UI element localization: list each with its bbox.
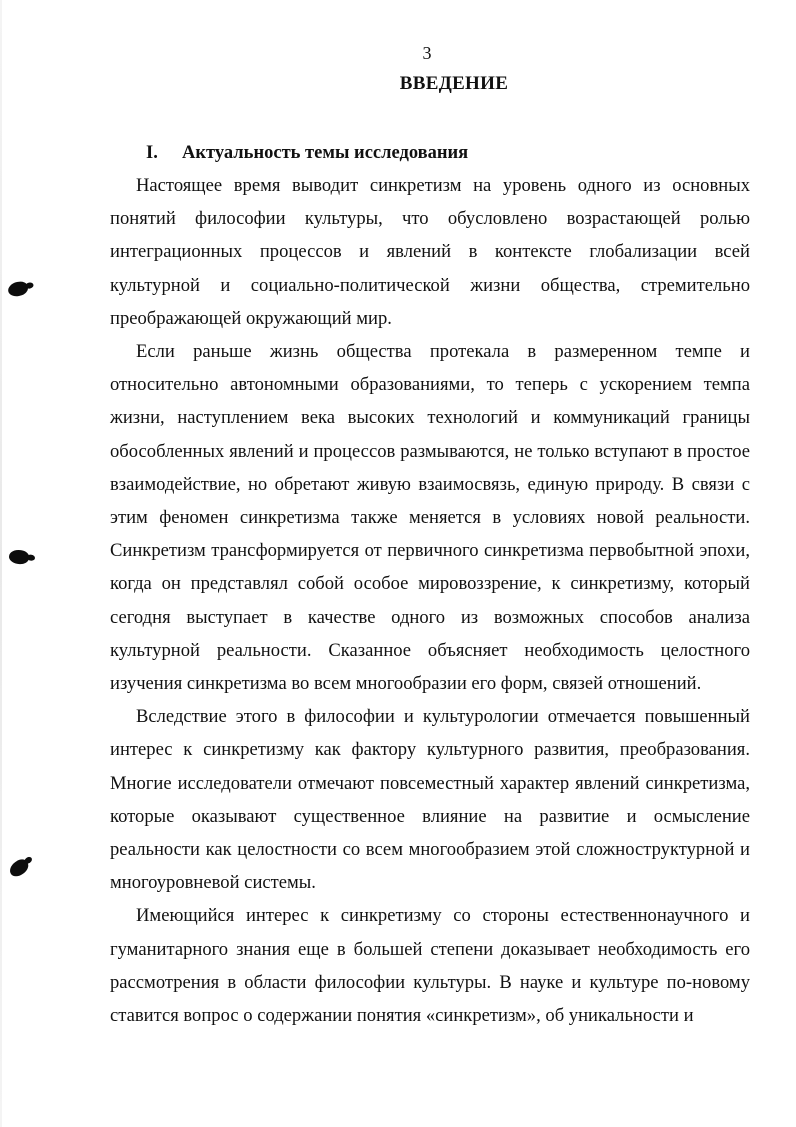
section-number: I. [146, 143, 158, 163]
section-title-text: Актуальность темы исследования [182, 143, 469, 163]
binding-hole-mark [7, 280, 29, 298]
binding-hole-mark [8, 549, 30, 566]
body-text [110, 169, 750, 1032]
page-heading: ВВЕДЕНИЕ [399, 73, 509, 94]
paragraph-2: Если раньше жизнь общества протекала в размеренном темпе и относительно автономными образованиями, то теперь с ускорением темпа жизни, наступлением века высоких технологий и коммуникаций границы обособленных явлений и процессов размываются, не только вступают в простое взаимодействие, но обретают живую взаимосвязь, единую природу. В связи с этим феномен синкретизма также меняется в условиях новой реальности. Синкретизм трансформируется от первичного синкретизма первобытной эпохи, когда он представлял собой особое мировоззрение, к синкретизму, который сегодня выступает в качестве одного из возможных способов анализа культурной реальности. Сказанное объясняет необходимость целостного изучения синкретизма во всем многообразии его форм, связей отношений. [110, 341, 750, 695]
page-number: 3 [422, 43, 432, 63]
paragraph-1: Настоящее время выводит синкретизм на уровень одного из основных понятий философии культуры, что обусловлено возрастающей ролью интеграционных процессов и явлений в контексте глобализации всей культурной и социально-политической жизни общества, стремительно преображающей окружающий мир. [110, 175, 750, 329]
paragraph-3: Вследствие этого в философии и культурологии отмечается повышенный интерес к синкретизму как фактору культурного развития, преобразования. Многие исследователи отмечают повсеместный характер явлений синкретизма, которые оказывают существенное влияние на развитие и осмысление реальности как целостности со всем многообразием этой сложноструктурной и многоуровневой системы. [110, 706, 750, 894]
binding-hole-mark [7, 857, 31, 880]
scan-edge [0, 0, 2, 1127]
section-title [146, 142, 468, 164]
paragraph-4: Имеющийся интерес к синкретизму со стороны естественнонаучного и гуманитарного знания еще в большей степени доказывает необходимость его рассмотрения в области философии культуры. В науке и культуре по-новому ставится вопрос о содержании понятия «синкретизм», об уникальности и [110, 905, 750, 1027]
